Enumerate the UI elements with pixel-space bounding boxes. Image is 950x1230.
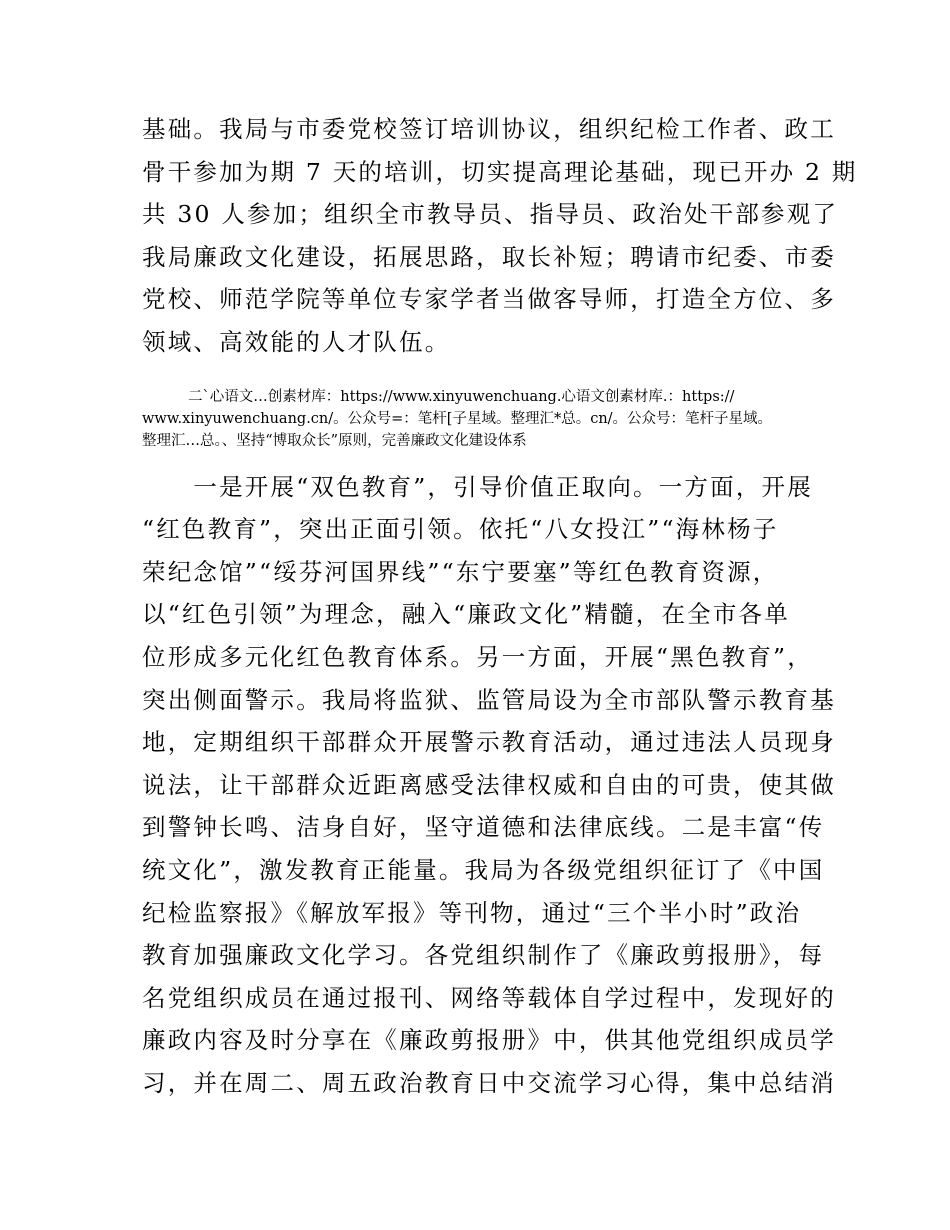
- text-line: 说法，让干部群众近距离感受法律权威和自由的可贵，使其做: [142, 770, 836, 799]
- text-line: 我局廉政文化建设，拓展思路，取长补短；聘请市纪委、市委: [142, 242, 836, 271]
- body-paragraph-1: [142, 108, 858, 364]
- text-line: 纪检监察报》《解放军报》等刊物，通过“三个半小时”政治: [142, 898, 802, 927]
- section-heading: [142, 386, 812, 452]
- text-line: 廉政内容及时分享在《廉政剪报册》中，供其他党组织成员学: [142, 1026, 836, 1055]
- text-line: 一是开展“双色教育”，引导价值正取向。一方面，开展: [142, 472, 813, 501]
- text-line: 基础。我局与市委党校签订培训协议，组织纪检工作者、政工: [142, 115, 836, 143]
- text-line: 领域、高效能的人才队伍。: [142, 327, 451, 356]
- text-line: 统文化”，激发教育正能量。我局为各级党组织征订了《中国: [142, 855, 825, 884]
- body-paragraph-2: [142, 466, 836, 1105]
- text-line: 骨干参加为期 7 天的培训，切实提高理论基础，现已开办 2 期: [142, 157, 858, 186]
- document-page: [142, 108, 858, 1104]
- text-line: “红色教育”，突出正面引领。依托“八女投江”“海林杨子: [142, 515, 779, 544]
- text-line: 共 30 人参加；组织全市教导员、指导员、政治处干部参观了: [142, 200, 839, 229]
- heading-line: 二`心语文…创素材库：https://www.xinyuwenchuang.心语文创素材库.：https://: [188, 388, 735, 405]
- text-line: 教育加强廉政文化学习。各党组织制作了《廉政剪报册》，每: [142, 941, 825, 970]
- text-line: 党校、师范学院等单位专家学者当做客导师，打造全方位、多: [142, 285, 836, 314]
- heading-line: 整理汇…总。、坚持“博取众长”原则，完善廉政文化建设体系: [142, 432, 527, 449]
- text-line: 地，定期组织干部群众开展警示教育活动，通过违法人员现身: [142, 728, 836, 757]
- text-line: 到警钟长鸣、洁身自好，坚守道德和法律底线。二是丰富“传: [142, 813, 825, 842]
- text-line: 习，并在周二、周五政治教育日中交流学习心得，集中总结消: [142, 1068, 836, 1097]
- text-line: 突出侧面警示。我局将监狱、监管局设为全市部队警示教育基: [142, 685, 836, 714]
- text-line: 位形成多元化红色教育体系。另一方面，开展“黑色教育”，: [142, 642, 813, 671]
- heading-line: www.xinyuwenchuang.cn/。公众号=：笔杆[子星域。整理汇*总。cn/。公众号：笔杆子星域。: [142, 410, 773, 427]
- text-line: 以“红色引领”为理念，融入“廉政文化”精髓，在全市各单: [142, 600, 790, 629]
- text-line: 名党组织成员在通过报刊、网络等载体自学过程中，发现好的: [142, 983, 836, 1012]
- text-line: 荣纪念馆”“绥芬河国界线”“东宁要塞”等红色教育资源，: [142, 557, 779, 586]
